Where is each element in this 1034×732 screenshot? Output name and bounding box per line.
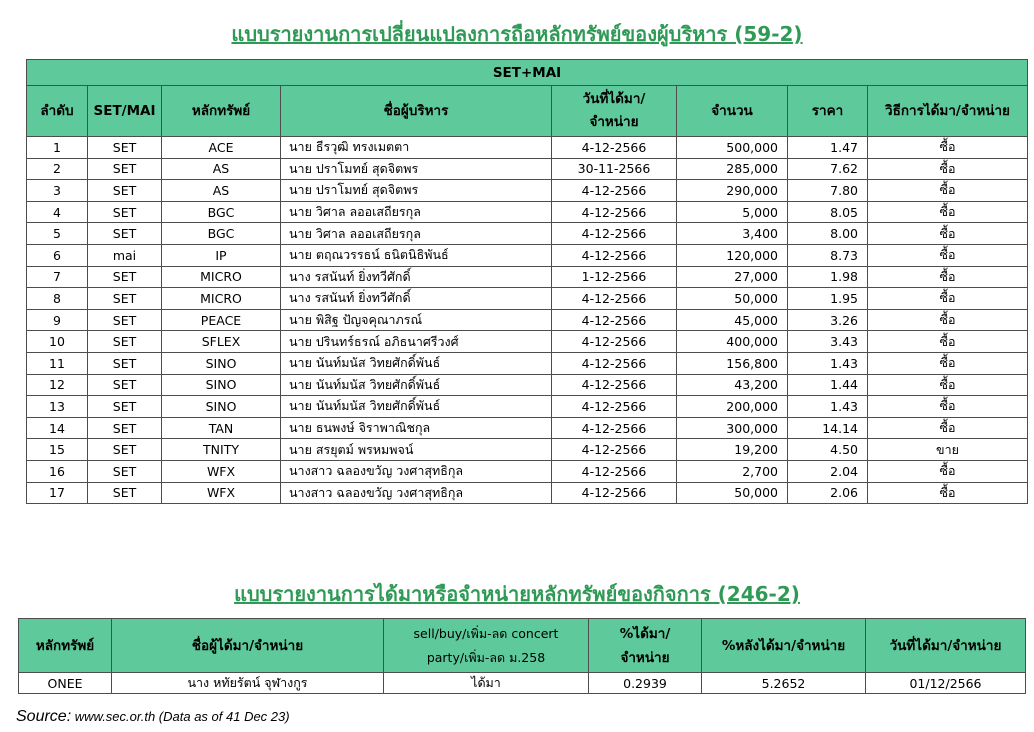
- cell-market: SET: [88, 201, 162, 223]
- cell-market: SET: [88, 180, 162, 202]
- cell-no: 9: [27, 309, 88, 331]
- cell-method: ซื้อ: [868, 352, 1028, 374]
- cell-name: นาย ปราโมทย์ สุดจิตพร: [281, 158, 552, 180]
- cell-market: SET: [88, 417, 162, 439]
- cell-price: 8.00: [788, 223, 868, 245]
- cell-volume: 156,800: [677, 352, 788, 374]
- cell-volume: 300,000: [677, 417, 788, 439]
- cell-symbol: BGC: [162, 201, 281, 223]
- cell-volume: 285,000: [677, 158, 788, 180]
- column-header-row: [27, 86, 1028, 137]
- table-row: [27, 266, 1028, 288]
- cell-method: ซื้อ: [868, 460, 1028, 482]
- cell-price: 7.80: [788, 180, 868, 202]
- cell-name: นาย ธนพงษ์ จิราพาณิชกุล: [281, 417, 552, 439]
- market-band-header: SET+MAI: [27, 60, 1028, 86]
- cell-name: นาย วิศาล ลออเสถียรกุล: [281, 223, 552, 245]
- cell-method: ซื้อ: [868, 158, 1028, 180]
- cell-method: ซื้อ: [868, 482, 1028, 504]
- cell-no: 12: [27, 374, 88, 396]
- cell-volume: 50,000: [677, 288, 788, 310]
- cell-date: 4-12-2566: [552, 482, 677, 504]
- cell-no: 1: [27, 137, 88, 159]
- cell-no: 13: [27, 396, 88, 418]
- cell-method: ซื้อ: [868, 288, 1028, 310]
- cell-date: 4-12-2566: [552, 223, 677, 245]
- cell-date: 4-12-2566: [552, 309, 677, 331]
- cell-date: 4-12-2566: [552, 352, 677, 374]
- cell-date: 4-12-2566: [552, 244, 677, 266]
- cell-market: SET: [88, 309, 162, 331]
- cell-volume: 120,000: [677, 244, 788, 266]
- col-no-header: ลำดับ: [27, 86, 88, 137]
- cell-market: SET: [88, 288, 162, 310]
- table-row: [27, 180, 1028, 202]
- table-row: [27, 417, 1028, 439]
- cell-symbol: MICRO: [162, 288, 281, 310]
- cell-volume: 5,000: [677, 201, 788, 223]
- cell-acquirer: นาง หทัยรัตน์ จุฬางกูร: [112, 673, 384, 694]
- acq-symbol-header: หลักทรัพย์: [19, 619, 112, 673]
- cell-volume: 50,000: [677, 482, 788, 504]
- cell-volume: 19,200: [677, 439, 788, 461]
- cell-symbol: ACE: [162, 137, 281, 159]
- source-text: www.sec.or.th (Data as of 41 Dec 23): [71, 709, 290, 724]
- cell-symbol: SINO: [162, 396, 281, 418]
- cell-market: SET: [88, 352, 162, 374]
- cell-name: นาย ตฤณวรรธน์ ธนิตนิธิพันธ์: [281, 244, 552, 266]
- executive-holdings-rows: [27, 137, 1028, 504]
- cell-symbol: AS: [162, 180, 281, 202]
- table-row: [27, 482, 1028, 504]
- cell-pct: 0.2939: [589, 673, 702, 694]
- cell-symbol: AS: [162, 158, 281, 180]
- executive-holdings-table: [26, 59, 1028, 504]
- cell-method: ซื้อ: [868, 374, 1028, 396]
- cell-no: 3: [27, 180, 88, 202]
- table-row: [27, 201, 1028, 223]
- cell-price: 2.04: [788, 460, 868, 482]
- acquisition-rows: [19, 673, 1026, 694]
- cell-volume: 3,400: [677, 223, 788, 245]
- table-row: [27, 396, 1028, 418]
- cell-price: 1.95: [788, 288, 868, 310]
- table-row: [27, 244, 1028, 266]
- cell-date: 4-12-2566: [552, 417, 677, 439]
- cell-no: 10: [27, 331, 88, 353]
- cell-no: 2: [27, 158, 88, 180]
- cell-method: ซื้อ: [868, 244, 1028, 266]
- table-row: [27, 460, 1028, 482]
- cell-method: ขาย: [868, 439, 1028, 461]
- table-row: [27, 158, 1028, 180]
- cell-after: 5.2652: [702, 673, 866, 694]
- cell-price: 8.05: [788, 201, 868, 223]
- report-59-2-title: แบบรายงานการเปลี่ยนแปลงการถือหลักทรัพย์ของผู้บริหาร (59-2): [231, 22, 803, 46]
- cell-symbol: TNITY: [162, 439, 281, 461]
- cell-name: นาย ธีรวุฒิ ทรงเมตตา: [281, 137, 552, 159]
- cell-name: นาง รสนันท์ ยิ่งทวีศักดิ์: [281, 288, 552, 310]
- cell-date: 4-12-2566: [552, 396, 677, 418]
- table-row: [27, 439, 1028, 461]
- cell-method: ซื้อ: [868, 396, 1028, 418]
- cell-name: นาย ปรินทร์ธรณ์ อภิธนาศรีวงศ์: [281, 331, 552, 353]
- cell-name: นาย พิสิฐ ปัญจคุณาภรณ์: [281, 309, 552, 331]
- cell-price: 14.14: [788, 417, 868, 439]
- cell-date: 30-11-2566: [552, 158, 677, 180]
- acq-date-header: วันที่ได้มา/จำหน่าย: [866, 619, 1026, 673]
- cell-price: 8.73: [788, 244, 868, 266]
- table-row: [27, 288, 1028, 310]
- cell-market: SET: [88, 439, 162, 461]
- table-row: [27, 309, 1028, 331]
- cell-volume: 27,000: [677, 266, 788, 288]
- table-row: [27, 331, 1028, 353]
- acq-header-row: [19, 619, 1026, 673]
- cell-type: ได้มา: [384, 673, 589, 694]
- source-label: Source:: [16, 708, 72, 725]
- cell-method: ซื้อ: [868, 417, 1028, 439]
- cell-date: 4-12-2566: [552, 439, 677, 461]
- cell-method: ซื้อ: [868, 309, 1028, 331]
- cell-market: SET: [88, 460, 162, 482]
- acq-pct-header: %ได้มา/ จำหน่าย: [589, 619, 702, 673]
- cell-symbol: WFX: [162, 460, 281, 482]
- cell-name: นาย วิศาล ลออเสถียรกุล: [281, 201, 552, 223]
- cell-no: 7: [27, 266, 88, 288]
- table-row: [27, 374, 1028, 396]
- cell-volume: 400,000: [677, 331, 788, 353]
- cell-name: นาย นันท์มนัส วิทยศักดิ์พันธ์: [281, 374, 552, 396]
- cell-method: ซื้อ: [868, 201, 1028, 223]
- col-date-header: วันที่ได้มา/ จำหน่าย: [552, 86, 677, 137]
- report-246-2-title: แบบรายงานการได้มาหรือจำหน่ายหลักทรัพย์ของกิจการ (246-2): [234, 582, 800, 606]
- cell-price: 4.50: [788, 439, 868, 461]
- table-row: [27, 352, 1028, 374]
- cell-market: mai: [88, 244, 162, 266]
- cell-price: 1.47: [788, 137, 868, 159]
- cell-symbol: TAN: [162, 417, 281, 439]
- cell-no: 17: [27, 482, 88, 504]
- cell-method: ซื้อ: [868, 331, 1028, 353]
- cell-symbol: PEACE: [162, 309, 281, 331]
- cell-market: SET: [88, 482, 162, 504]
- company-acquisition-table: [18, 618, 1026, 694]
- cell-price: 1.43: [788, 352, 868, 374]
- acq-name-header: ชื่อผู้ได้มา/จำหน่าย: [112, 619, 384, 673]
- cell-no: 4: [27, 201, 88, 223]
- table-row: [19, 673, 1026, 694]
- cell-method: ซื้อ: [868, 266, 1028, 288]
- cell-symbol: BGC: [162, 223, 281, 245]
- cell-market: SET: [88, 396, 162, 418]
- cell-date: 4-12-2566: [552, 460, 677, 482]
- acq-after-header: %หลังได้มา/จำหน่าย: [702, 619, 866, 673]
- cell-symbol: SFLEX: [162, 331, 281, 353]
- cell-price: 3.43: [788, 331, 868, 353]
- cell-date: 01/12/2566: [866, 673, 1026, 694]
- cell-date: 4-12-2566: [552, 201, 677, 223]
- cell-market: SET: [88, 137, 162, 159]
- cell-date: 4-12-2566: [552, 137, 677, 159]
- cell-name: นาย นันท์มนัส วิทยศักดิ์พันธ์: [281, 396, 552, 418]
- cell-no: 11: [27, 352, 88, 374]
- cell-no: 5: [27, 223, 88, 245]
- cell-no: 16: [27, 460, 88, 482]
- cell-symbol: MICRO: [162, 266, 281, 288]
- col-market-header: SET/MAI: [88, 86, 162, 137]
- cell-method: ซื้อ: [868, 137, 1028, 159]
- cell-no: 15: [27, 439, 88, 461]
- cell-price: 1.98: [788, 266, 868, 288]
- cell-market: SET: [88, 331, 162, 353]
- cell-name: นาย ปราโมทย์ สุดจิตพร: [281, 180, 552, 202]
- cell-symbol: SINO: [162, 374, 281, 396]
- cell-name: นาย สรยุตม์ พรหมพจน์: [281, 439, 552, 461]
- cell-volume: 43,200: [677, 374, 788, 396]
- cell-price: 1.43: [788, 396, 868, 418]
- col-price-header: ราคา: [788, 86, 868, 137]
- cell-method: ซื้อ: [868, 180, 1028, 202]
- cell-no: 8: [27, 288, 88, 310]
- cell-price: 3.26: [788, 309, 868, 331]
- cell-symbol: IP: [162, 244, 281, 266]
- cell-volume: 45,000: [677, 309, 788, 331]
- cell-date: 4-12-2566: [552, 331, 677, 353]
- cell-name: นาย นันท์มนัส วิทยศักดิ์พันธ์: [281, 352, 552, 374]
- col-volume-header: จำนวน: [677, 86, 788, 137]
- cell-price: 1.44: [788, 374, 868, 396]
- cell-volume: 2,700: [677, 460, 788, 482]
- cell-price: 7.62: [788, 158, 868, 180]
- cell-volume: 200,000: [677, 396, 788, 418]
- cell-name: นางสาว ฉลองขวัญ วงศาสุทธิกุล: [281, 460, 552, 482]
- cell-market: SET: [88, 223, 162, 245]
- cell-date: 1-12-2566: [552, 266, 677, 288]
- cell-market: SET: [88, 266, 162, 288]
- cell-volume: 290,000: [677, 180, 788, 202]
- cell-date: 4-12-2566: [552, 288, 677, 310]
- cell-name: นาง รสนันท์ ยิ่งทวีศักดิ์: [281, 266, 552, 288]
- col-symbol-header: หลักทรัพย์: [162, 86, 281, 137]
- cell-price: 2.06: [788, 482, 868, 504]
- acq-type-header: sell/buy/เพิ่ม-ลด concert party/เพิ่ม-ลด ม.258: [384, 619, 589, 673]
- cell-market: SET: [88, 374, 162, 396]
- cell-name: นางสาว ฉลองขวัญ วงศาสุทธิกุล: [281, 482, 552, 504]
- cell-symbol: SINO: [162, 352, 281, 374]
- cell-symbol: WFX: [162, 482, 281, 504]
- table-row: [27, 137, 1028, 159]
- cell-volume: 500,000: [677, 137, 788, 159]
- cell-date: 4-12-2566: [552, 374, 677, 396]
- col-executive-header: ชื่อผู้บริหาร: [281, 86, 552, 137]
- cell-market: SET: [88, 158, 162, 180]
- cell-no: 6: [27, 244, 88, 266]
- table-row: [27, 223, 1028, 245]
- cell-date: 4-12-2566: [552, 180, 677, 202]
- source-note: [16, 708, 290, 726]
- cell-method: ซื้อ: [868, 223, 1028, 245]
- cell-symbol: ONEE: [19, 673, 112, 694]
- col-method-header: วิธีการได้มา/จำหน่าย: [868, 86, 1028, 137]
- cell-no: 14: [27, 417, 88, 439]
